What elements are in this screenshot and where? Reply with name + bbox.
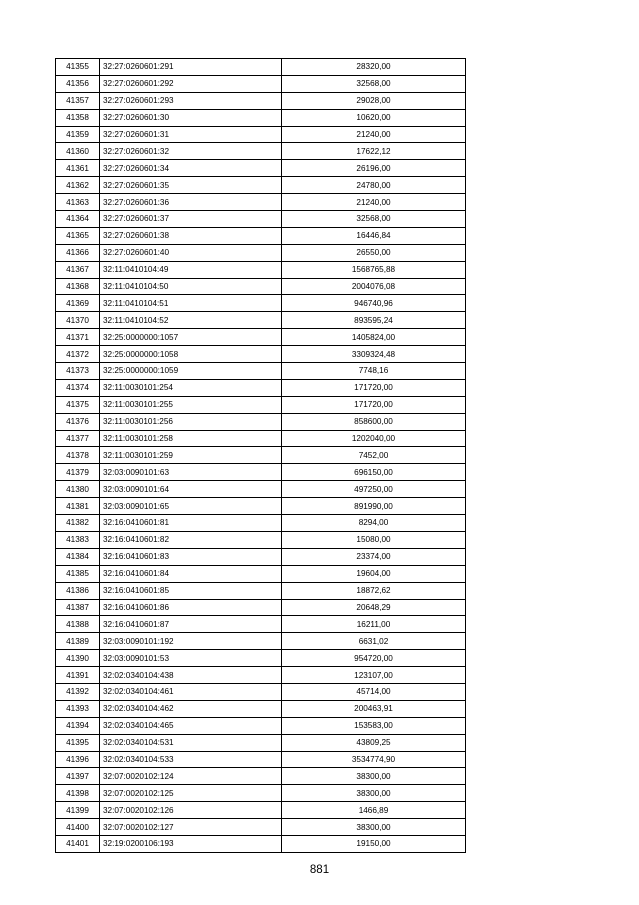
cadastral-number-cell: 32:27:0260601:293 <box>100 92 282 109</box>
table-row <box>56 75 466 92</box>
cadastral-value-cell: 1466,89 <box>282 802 466 819</box>
table-row <box>56 244 466 261</box>
cadastral-value-cell: 1405824,00 <box>282 329 466 346</box>
cadastral-number-cell: 32:11:0030101:255 <box>100 396 282 413</box>
cadastral-number-cell: 32:02:0340104:462 <box>100 700 282 717</box>
row-number-cell: 41360 <box>56 143 100 160</box>
cadastral-number-cell: 32:07:0020102:127 <box>100 819 282 836</box>
cadastral-number-cell: 32:11:0410104:50 <box>100 278 282 295</box>
cadastral-number-cell: 32:25:0000000:1059 <box>100 363 282 380</box>
cadastral-number-cell: 32:02:0340104:465 <box>100 717 282 734</box>
row-number-cell: 41381 <box>56 498 100 515</box>
cadastral-number-cell: 32:27:0260601:36 <box>100 194 282 211</box>
table-row <box>56 160 466 177</box>
table-row <box>56 667 466 684</box>
cadastral-value-cell: 171720,00 <box>282 379 466 396</box>
cadastral-number-cell: 32:16:0410601:85 <box>100 582 282 599</box>
cadastral-number-cell: 32:02:0340104:531 <box>100 734 282 751</box>
cadastral-value-cell: 21240,00 <box>282 194 466 211</box>
cadastral-number-cell: 32:16:0410601:86 <box>100 599 282 616</box>
row-number-cell: 41399 <box>56 802 100 819</box>
row-number-cell: 41390 <box>56 650 100 667</box>
cadastral-value-cell: 38300,00 <box>282 819 466 836</box>
cadastral-number-cell: 32:19:0200106:193 <box>100 835 282 852</box>
row-number-cell: 41385 <box>56 565 100 582</box>
cadastral-number-cell: 32:11:0410104:51 <box>100 295 282 312</box>
row-number-cell: 41374 <box>56 379 100 396</box>
row-number-cell: 41400 <box>56 819 100 836</box>
table-row <box>56 346 466 363</box>
row-number-cell: 41396 <box>56 751 100 768</box>
row-number-cell: 41356 <box>56 75 100 92</box>
cadastral-value-cell: 28320,00 <box>282 59 466 76</box>
row-number-cell: 41395 <box>56 734 100 751</box>
table-row <box>56 531 466 548</box>
cadastral-number-cell: 32:27:0260601:31 <box>100 126 282 143</box>
cadastral-value-cell: 16446,84 <box>282 227 466 244</box>
cadastral-value-cell: 200463,91 <box>282 700 466 717</box>
cadastral-number-cell: 32:11:0030101:254 <box>100 379 282 396</box>
table-row <box>56 329 466 346</box>
cadastral-number-cell: 32:16:0410601:84 <box>100 565 282 582</box>
row-number-cell: 41391 <box>56 667 100 684</box>
row-number-cell: 41369 <box>56 295 100 312</box>
table-row <box>56 683 466 700</box>
table-row <box>56 802 466 819</box>
cadastral-value-cell: 20648,29 <box>282 599 466 616</box>
table-row <box>56 379 466 396</box>
table-row <box>56 92 466 109</box>
table-row <box>56 734 466 751</box>
row-number-cell: 41380 <box>56 481 100 498</box>
table-row <box>56 751 466 768</box>
table-row <box>56 194 466 211</box>
table-row <box>56 143 466 160</box>
cadastral-value-cell: 16211,00 <box>282 616 466 633</box>
cadastral-value-cell: 17622,12 <box>282 143 466 160</box>
table-row <box>56 633 466 650</box>
row-number-cell: 41373 <box>56 363 100 380</box>
row-number-cell: 41372 <box>56 346 100 363</box>
cadastral-value-cell: 893595,24 <box>282 312 466 329</box>
table-row <box>56 481 466 498</box>
cadastral-number-cell: 32:27:0260601:292 <box>100 75 282 92</box>
row-number-cell: 41370 <box>56 312 100 329</box>
row-number-cell: 41367 <box>56 261 100 278</box>
row-number-cell: 41397 <box>56 768 100 785</box>
row-number-cell: 41386 <box>56 582 100 599</box>
row-number-cell: 41393 <box>56 700 100 717</box>
cadastral-number-cell: 32:11:0410104:52 <box>100 312 282 329</box>
cadastral-value-cell: 43809,25 <box>282 734 466 751</box>
cadastral-value-cell: 6631,02 <box>282 633 466 650</box>
cadastral-value-cell: 497250,00 <box>282 481 466 498</box>
table-row <box>56 835 466 852</box>
cadastral-number-cell: 32:25:0000000:1058 <box>100 346 282 363</box>
table-row <box>56 819 466 836</box>
cadastral-value-cell: 696150,00 <box>282 464 466 481</box>
cadastral-number-cell: 32:11:0030101:256 <box>100 413 282 430</box>
row-number-cell: 41379 <box>56 464 100 481</box>
cadastral-number-cell: 32:07:0020102:126 <box>100 802 282 819</box>
row-number-cell: 41401 <box>56 835 100 852</box>
cadastral-number-cell: 32:02:0340104:533 <box>100 751 282 768</box>
cadastral-number-cell: 32:02:0340104:438 <box>100 667 282 684</box>
cadastral-value-cell: 32568,00 <box>282 75 466 92</box>
row-number-cell: 41364 <box>56 211 100 228</box>
table-row <box>56 126 466 143</box>
row-number-cell: 41358 <box>56 109 100 126</box>
row-number-cell: 41377 <box>56 430 100 447</box>
row-number-cell: 41366 <box>56 244 100 261</box>
cadastral-value-cell: 15080,00 <box>282 531 466 548</box>
cadastral-value-cell: 26550,00 <box>282 244 466 261</box>
row-number-cell: 41357 <box>56 92 100 109</box>
row-number-cell: 41384 <box>56 548 100 565</box>
table-row <box>56 464 466 481</box>
cadastral-number-cell: 32:27:0260601:30 <box>100 109 282 126</box>
row-number-cell: 41355 <box>56 59 100 76</box>
cadastral-number-cell: 32:27:0260601:40 <box>100 244 282 261</box>
cadastral-number-cell: 32:11:0030101:258 <box>100 430 282 447</box>
cadastral-value-cell: 891990,00 <box>282 498 466 515</box>
table-row <box>56 599 466 616</box>
table-row <box>56 59 466 76</box>
cadastral-number-cell: 32:27:0260601:38 <box>100 227 282 244</box>
cadastral-number-cell: 32:16:0410601:87 <box>100 616 282 633</box>
row-number-cell: 41368 <box>56 278 100 295</box>
row-number-cell: 41376 <box>56 413 100 430</box>
cadastral-number-cell: 32:11:0030101:259 <box>100 447 282 464</box>
cadastral-value-cell: 171720,00 <box>282 396 466 413</box>
cadastral-number-cell: 32:02:0340104:461 <box>100 683 282 700</box>
row-number-cell: 41365 <box>56 227 100 244</box>
cadastral-value-cell: 2004076,08 <box>282 278 466 295</box>
table-row <box>56 785 466 802</box>
cadastral-number-cell: 32:27:0260601:35 <box>100 177 282 194</box>
table-row <box>56 548 466 565</box>
row-number-cell: 41392 <box>56 683 100 700</box>
cadastral-value-cell: 32568,00 <box>282 211 466 228</box>
table-row <box>56 650 466 667</box>
cadastral-value-cell: 26196,00 <box>282 160 466 177</box>
cadastral-value-table <box>55 58 466 853</box>
cadastral-value-cell: 954720,00 <box>282 650 466 667</box>
cadastral-value-cell: 7748,16 <box>282 363 466 380</box>
row-number-cell: 41363 <box>56 194 100 211</box>
cadastral-number-cell: 32:11:0410104:49 <box>100 261 282 278</box>
table-row <box>56 227 466 244</box>
table-row <box>56 616 466 633</box>
cadastral-number-cell: 32:03:0090101:53 <box>100 650 282 667</box>
table-body <box>56 59 466 853</box>
row-number-cell: 41394 <box>56 717 100 734</box>
table-row <box>56 565 466 582</box>
cadastral-value-cell: 1202040,00 <box>282 430 466 447</box>
cadastral-value-cell: 18872,62 <box>282 582 466 599</box>
table-row <box>56 295 466 312</box>
row-number-cell: 41383 <box>56 531 100 548</box>
cadastral-number-cell: 32:03:0090101:63 <box>100 464 282 481</box>
row-number-cell: 41398 <box>56 785 100 802</box>
row-number-cell: 41387 <box>56 599 100 616</box>
row-number-cell: 41389 <box>56 633 100 650</box>
cadastral-value-cell: 19604,00 <box>282 565 466 582</box>
cadastral-number-cell: 32:03:0090101:64 <box>100 481 282 498</box>
table-row <box>56 396 466 413</box>
row-number-cell: 41362 <box>56 177 100 194</box>
table-row <box>56 312 466 329</box>
row-number-cell: 41388 <box>56 616 100 633</box>
table-row <box>56 447 466 464</box>
cadastral-value-cell: 38300,00 <box>282 768 466 785</box>
cadastral-number-cell: 32:27:0260601:37 <box>100 211 282 228</box>
cadastral-number-cell: 32:27:0260601:34 <box>100 160 282 177</box>
cadastral-value-cell: 19150,00 <box>282 835 466 852</box>
cadastral-number-cell: 32:07:0020102:124 <box>100 768 282 785</box>
cadastral-number-cell: 32:16:0410601:83 <box>100 548 282 565</box>
cadastral-value-cell: 858600,00 <box>282 413 466 430</box>
table-row <box>56 177 466 194</box>
cadastral-value-cell: 23374,00 <box>282 548 466 565</box>
table-row <box>56 211 466 228</box>
cadastral-number-cell: 32:27:0260601:291 <box>100 59 282 76</box>
row-number-cell: 41378 <box>56 447 100 464</box>
cadastral-number-cell: 32:16:0410601:82 <box>100 531 282 548</box>
row-number-cell: 41375 <box>56 396 100 413</box>
row-number-cell: 41359 <box>56 126 100 143</box>
table-row <box>56 430 466 447</box>
page-number: 881 <box>309 864 330 876</box>
cadastral-value-cell: 38300,00 <box>282 785 466 802</box>
cadastral-value-cell: 10620,00 <box>282 109 466 126</box>
cadastral-value-cell: 7452,00 <box>282 447 466 464</box>
table-row <box>56 768 466 785</box>
row-number-cell: 41361 <box>56 160 100 177</box>
cadastral-number-cell: 32:27:0260601:32 <box>100 143 282 160</box>
cadastral-number-cell: 32:16:0410601:81 <box>100 515 282 532</box>
table-row <box>56 515 466 532</box>
table-row <box>56 278 466 295</box>
cadastral-value-cell: 24780,00 <box>282 177 466 194</box>
cadastral-number-cell: 32:03:0090101:192 <box>100 633 282 650</box>
cadastral-number-cell: 32:03:0090101:65 <box>100 498 282 515</box>
cadastral-number-cell: 32:07:0020102:125 <box>100 785 282 802</box>
cadastral-value-cell: 3534774,90 <box>282 751 466 768</box>
table-row <box>56 582 466 599</box>
cadastral-value-cell: 29028,00 <box>282 92 466 109</box>
table-row <box>56 700 466 717</box>
table-row <box>56 363 466 380</box>
cadastral-value-cell: 153583,00 <box>282 717 466 734</box>
table-row <box>56 413 466 430</box>
cadastral-value-cell: 3309324,48 <box>282 346 466 363</box>
table-row <box>56 109 466 126</box>
cadastral-value-cell: 45714,00 <box>282 683 466 700</box>
cadastral-value-cell: 1568765,88 <box>282 261 466 278</box>
cadastral-value-cell: 8294,00 <box>282 515 466 532</box>
cadastral-number-cell: 32:25:0000000:1057 <box>100 329 282 346</box>
cadastral-value-cell: 21240,00 <box>282 126 466 143</box>
row-number-cell: 41382 <box>56 515 100 532</box>
table-row <box>56 261 466 278</box>
table-row <box>56 498 466 515</box>
cadastral-value-cell: 123107,00 <box>282 667 466 684</box>
row-number-cell: 41371 <box>56 329 100 346</box>
table-row <box>56 717 466 734</box>
cadastral-value-cell: 946740,96 <box>282 295 466 312</box>
